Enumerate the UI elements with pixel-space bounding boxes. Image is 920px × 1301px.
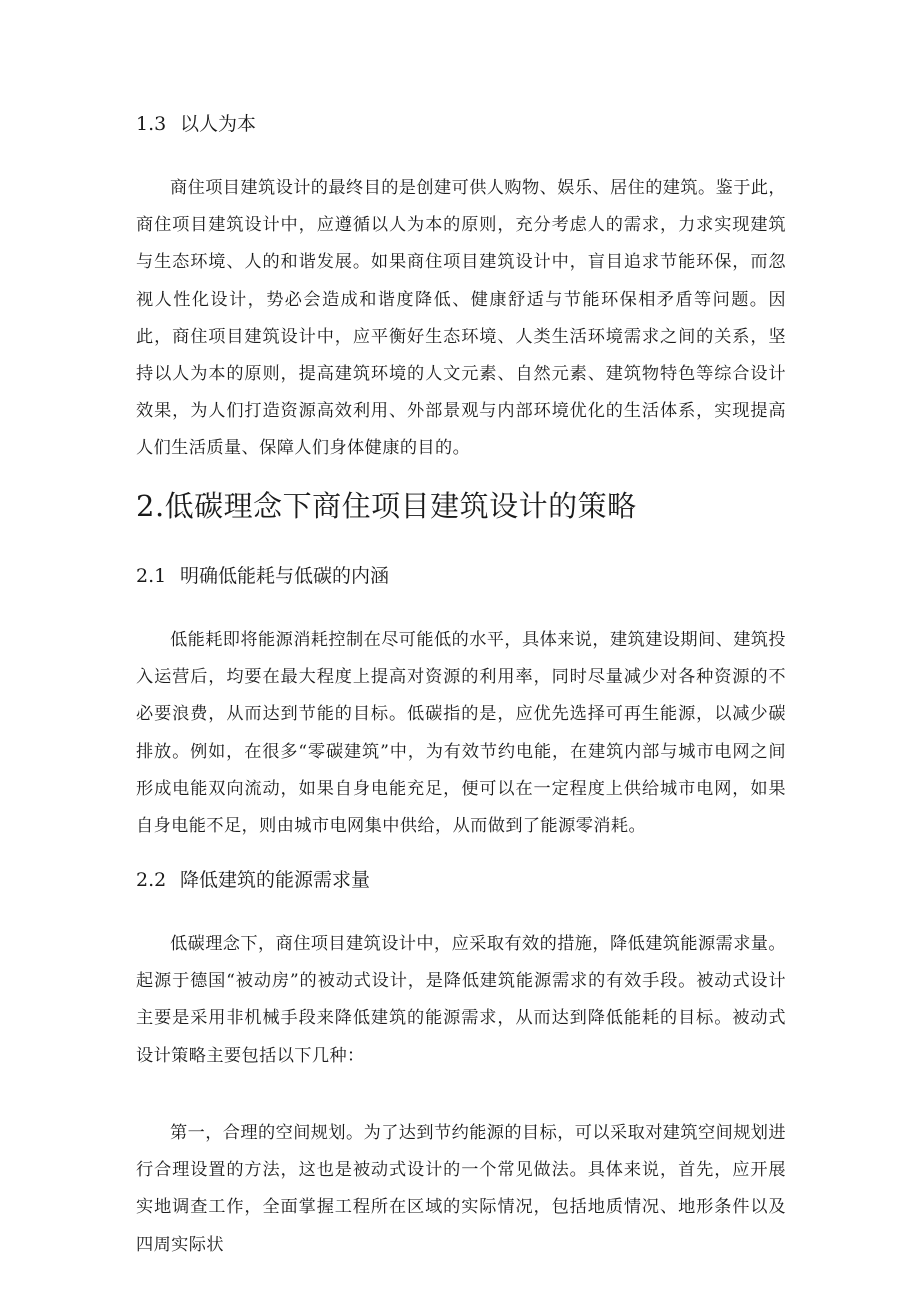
section-number: 2.1 — [136, 565, 167, 587]
section-heading-2-1 — [136, 564, 389, 588]
chapter-heading-2 — [136, 488, 637, 524]
section-title: 明确低能耗与低碳的内涵 — [180, 565, 390, 587]
section-heading-2-2 — [136, 868, 370, 892]
paragraph-low-energy-low-carbon: 低能耗即将能源消耗控制在尽可能低的水平，具体来说，建筑建设期间、建筑投入运营后，均要在最大程度上提高对资源的利用率，同时尽量减少对各种资源的不必要浪费，从而达到节能的目标。低碳指的是，应优先选择可再生能源，以减少碳排放。例如，在很多“零碳建筑”中，为有效节约电能，在建筑内部与城市电网之间形成电能双向流动，如果自身电能充足，便可以在一定程度上供给城市电网，如果自身电能不足，则由城市电网集中供给，从而做到了能源零消耗。 — [136, 630, 786, 837]
paragraph-space-planning: 第一，合理的空间规划。为了达到节约能源的目标，可以采取对建筑空间规划进行合理设置的方法，这也是被动式设计的一个常见做法。具体来说，首先，应开展实地调查工作，全面掌握工程所在区域的实际情况，包括地质情况、地形条件以及四周实际状 — [136, 1123, 786, 1255]
section-heading-1-3 — [136, 112, 256, 136]
chapter-title: 低碳理念下商住项目建筑设计的策略 — [164, 489, 637, 523]
section-number: 1.3 — [136, 113, 167, 135]
section-number: 2.2 — [136, 869, 167, 891]
section-title: 以人为本 — [180, 113, 257, 135]
section-title: 降低建筑的能源需求量 — [180, 869, 371, 891]
chapter-number: 2. — [136, 489, 165, 523]
paragraph-reduce-energy-demand: 低碳理念下，商住项目建筑设计中，应采取有效的措施，降低建筑能源需求量。起源于德国“被动房”的被动式设计，是降低建筑能源需求的有效手段。被动式设计主要是采用非机械手段来降低建筑的能源需求，从而达到降低能耗的目标。被动式设计策略主要包括以下几种： — [136, 934, 786, 1066]
paragraph-people-oriented: 商住项目建筑设计的最终目的是创建可供人购物、娱乐、居住的建筑。鉴于此，商住项目建筑设计中，应遵循以人为本的原则，充分考虑人的需求，力求实现建筑与生态环境、人的和谐发展。如果商住项目建筑设计中，盲目追求节能环保，而忽视人性化设计，势必会造成和谐度降低、健康舒适与节能环保相矛盾等问题。因此，商住项目建筑设计中，应平衡好生态环境、人类生活环境需求之间的关系，坚持以人为本的原则，提高建筑环境的人文元素、自然元素、建筑物特色等综合设计效果，为人们打造资源高效利用、外部景观与内部环境优化的生活体系，实现提高人们生活质量、保障人们身体健康的目的。 — [136, 178, 786, 459]
